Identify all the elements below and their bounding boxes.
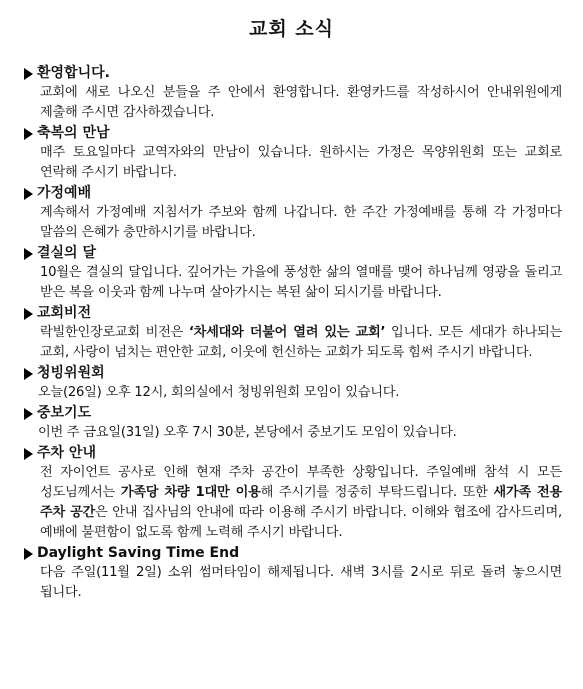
section-body [38, 383, 562, 403]
section-heading [24, 543, 564, 563]
news-section [24, 363, 564, 403]
section-heading-text: 결실의 달 [37, 245, 96, 261]
section-body [40, 263, 562, 303]
body-text-run: 매주 토요일마다 교역자와의 만남이 있습니다. 원하시는 가정은 목양위원회 또는 교회로 연락해 주시기 바랍니다. [40, 145, 562, 180]
triangle-bullet-icon [24, 128, 33, 140]
triangle-bullet-icon [24, 408, 33, 420]
section-heading-text: 중보기도 [37, 405, 92, 421]
section-heading-text: 청빙위원회 [37, 365, 105, 381]
section-body [40, 463, 562, 543]
section-heading [24, 363, 564, 383]
section-body [40, 83, 562, 123]
body-text-run: 계속해서 가정예배 지침서가 주보와 함께 나갑니다. 한 주간 가정예배를 통해 각 가정마다 말씀의 은혜가 충만하시기를 바랍니다. [40, 205, 562, 240]
section-heading [24, 303, 564, 323]
body-text-run: 입니다. 모든 세대가 하나되는 교회, 사랑이 넘치는 편안한 교회, 이웃에 헌신하는 교회가 되도록 힘써 주시기 바랍니다. [40, 325, 562, 360]
section-body [40, 323, 562, 363]
body-text-run: 다음 주일(11월 2일) 소위 썸머타임이 해제됩니다. 새벽 3시를 2시로 뒤로 돌려 놓으시면 됩니다. [40, 565, 562, 600]
news-section [24, 123, 564, 183]
body-text-run: 전 자이언트 공사로 인해 현재 주차 공간이 부족한 상황입니다. 주일예배 참석 시 모든 성도님께서는 [40, 465, 562, 500]
body-text-run: 락빌한인장로교회 비전은 [40, 325, 189, 340]
section-heading-text: 가정예배 [37, 185, 92, 201]
news-section [24, 543, 564, 603]
section-heading-text: 환영합니다. [37, 65, 110, 81]
body-text-run: 오늘(26일) 오후 12시, 회의실에서 청빙위원회 모임이 있습니다. [38, 385, 400, 400]
triangle-bullet-icon [24, 308, 33, 320]
body-text-run: 교회에 새로 나오신 분들을 주 안에서 환영합니다. 환영카드를 작성하시어 안내위원에게 제출해 주시면 감사하겠습니다. [40, 85, 562, 120]
triangle-bullet-icon [24, 548, 33, 560]
section-heading [24, 183, 564, 203]
section-heading [24, 123, 564, 143]
news-section [24, 243, 564, 303]
page-title: 교회 소식 [248, 18, 335, 40]
news-section [24, 443, 564, 543]
triangle-bullet-icon [24, 188, 33, 200]
emphasis-text: ‘차세대와 더불어 열려 있는 교회’ [188, 325, 386, 340]
section-heading-text: 주차 안내 [37, 445, 96, 461]
section-heading-text: 교회비전 [37, 305, 92, 321]
news-section-list [24, 63, 564, 603]
section-heading-text: Daylight Saving Time End [37, 545, 240, 561]
news-section [24, 63, 564, 123]
section-body [40, 143, 562, 183]
section-heading [24, 443, 564, 463]
triangle-bullet-icon [24, 368, 33, 380]
section-heading [24, 403, 564, 423]
news-section [24, 183, 564, 243]
triangle-bullet-icon [24, 68, 33, 80]
section-heading-text: 축복의 만남 [37, 125, 110, 141]
section-body [40, 203, 562, 243]
body-text-run: 이번 주 금요일(31일) 오후 7시 30분, 본당에서 중보기도 모임이 있습니다. [38, 425, 457, 440]
body-text-run: 은 안내 집사님의 안내에 따라 이용해 주시기 바랍니다. 이해와 협조에 감사드리며, 예배에 불편함이 없도록 함께 노력해 주시기 바랍니다. [40, 505, 562, 540]
section-body [40, 563, 562, 603]
section-body [38, 423, 562, 443]
triangle-bullet-icon [24, 248, 33, 260]
news-section [24, 403, 564, 443]
emphasis-text: 새가족 전용 주차 공간 [40, 485, 562, 520]
triangle-bullet-icon [24, 448, 33, 460]
body-text-run: 10월은 결실의 달입니다. 깊어가는 가을에 풍성한 삶의 열매를 맺어 하나님께 영광을 돌리고 받은 복을 이웃과 함께 나누며 살아가시는 복된 삶이 되시기를 바랍니다. [40, 265, 562, 300]
news-section [24, 303, 564, 363]
emphasis-text: 가족당 차량 1대만 이용 [120, 485, 261, 500]
section-heading [24, 243, 564, 263]
section-heading [24, 63, 564, 83]
body-text-run: 해 주시기를 정중히 부탁드립니다. 또한 [260, 485, 494, 500]
